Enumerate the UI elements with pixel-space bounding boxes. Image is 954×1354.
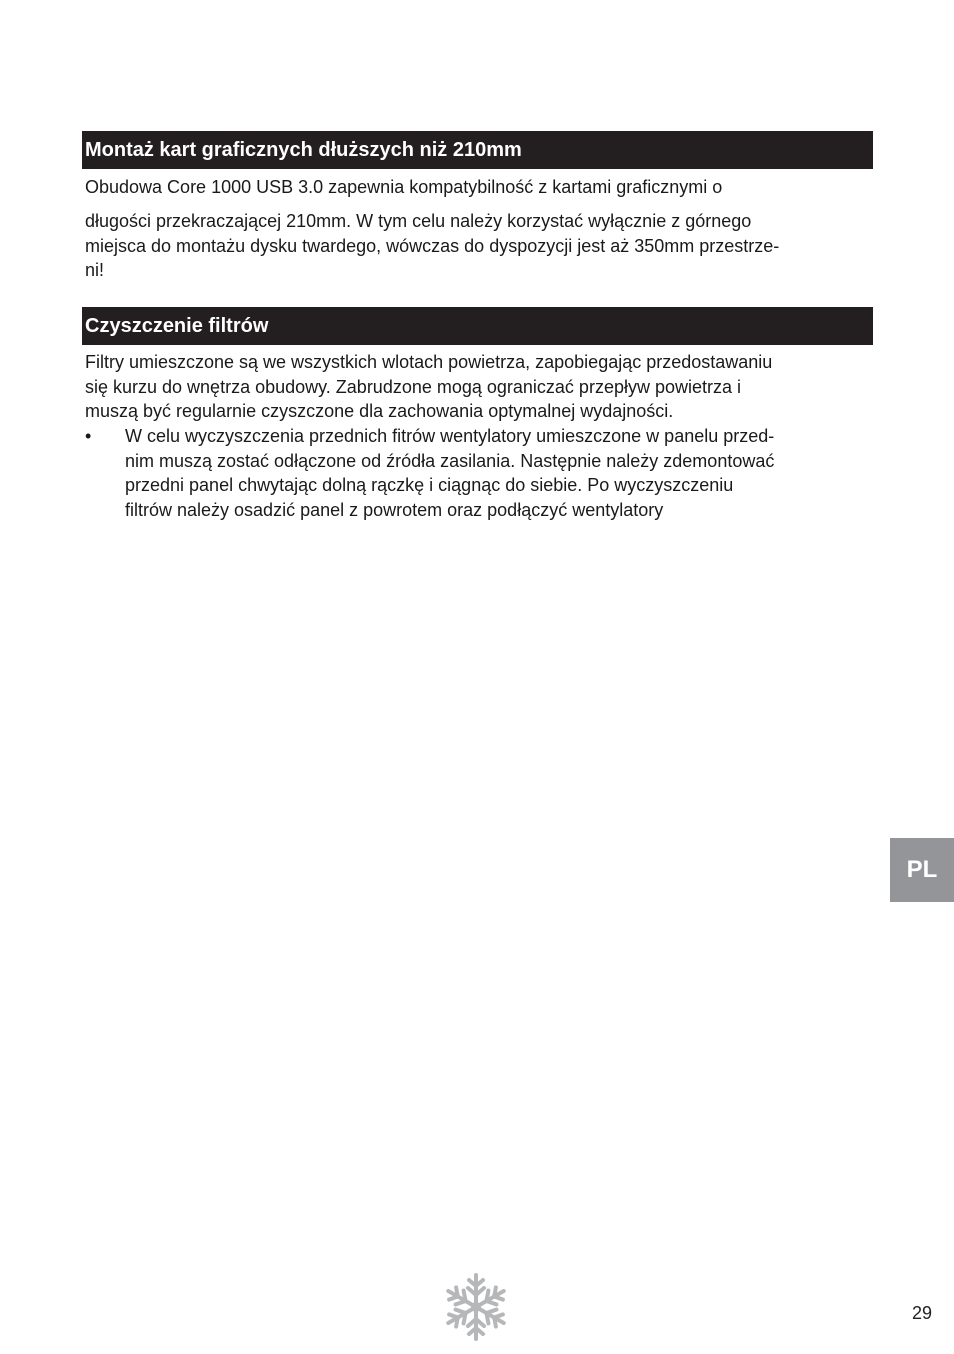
paragraph-line: się kurzu do wnętrza obudowy. Zabrudzone mogą ograniczać przepływ powietrza i xyxy=(85,376,741,397)
bullet-line: filtrów należy osadzić panel z powrotem oraz podłączyć wentylatory xyxy=(125,499,664,520)
bullet-line: nim muszą zostać odłączone od źródła zasilania. Następnie należy zdemontować xyxy=(125,450,775,471)
paragraph-line: ni! xyxy=(85,260,105,280)
section1-body xyxy=(85,209,880,283)
section1-intro xyxy=(85,175,880,200)
bullet-text xyxy=(125,424,774,522)
paragraph-line: Obudowa Core 1000 USB 3.0 zapewnia kompatybilność z kartami graficznymi o xyxy=(85,177,723,197)
section2-body xyxy=(85,350,880,424)
paragraph-line: muszą być regularnie czyszczone dla zachowania optymalnej wydajności. xyxy=(85,401,674,421)
section-title-filter-cleaning: Czyszczenie filtrów xyxy=(82,307,873,345)
bullet-marker: • xyxy=(85,426,92,446)
paragraph-line: miejsca do montażu dysku twardego, wówczas do dyspozycji jest aż 350mm przestrze- xyxy=(85,235,780,256)
bullet-line: W celu wyczyszczenia przednich fitrów wentylatory umieszczone w panelu przed- xyxy=(125,426,775,446)
page-number: 29 xyxy=(912,1303,933,1323)
section-title-graphics-cards: Montaż kart graficznych dłuższych niż 210mm xyxy=(82,131,873,169)
paragraph-line: długości przekraczającej 210mm. W tym celu należy korzystać wyłącznie z górnego xyxy=(85,211,752,231)
paragraph-line: Filtry umieszczone są we wszystkich wlotach powietrza, zapobiegając przedostawaniu xyxy=(85,352,773,372)
language-tab: PL xyxy=(890,838,954,902)
bullet-line: przedni panel chwytając dolną rączkę i ciągnąc do siebie. Po wyczyszczeniu xyxy=(125,475,734,495)
snowflake-icon xyxy=(442,1270,510,1344)
